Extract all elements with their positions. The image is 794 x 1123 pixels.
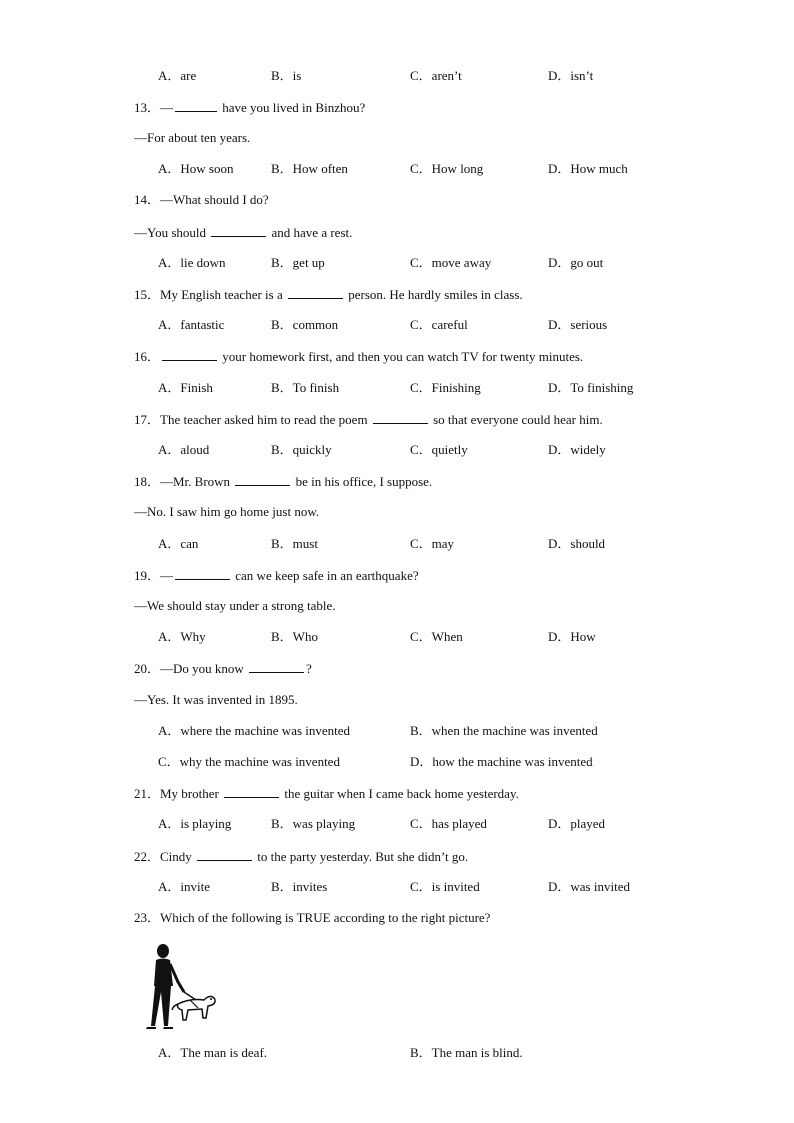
q21-option-a[interactable]: A．is playing [158,816,232,831]
q16-stem: 16． your homework first, and then you can watch TV for twenty minutes. [134,349,584,364]
q13-stem: 13．— have you lived in Binzhou? [134,100,366,115]
q20-answer-line: —Yes. It was invented in 1895. [134,692,298,707]
q14-blank [211,224,266,237]
q13-answer-line: —For about ten years. [134,130,251,145]
q19-blank [175,567,230,580]
q20-option-a[interactable]: A．where the machine was invented [158,723,351,738]
q17-option-c[interactable]: C．quietly [410,442,468,457]
q12-option-b[interactable]: B．is [271,68,302,83]
q22-option-c[interactable]: C．is invited [410,879,480,894]
q12-option-d[interactable]: D．isn’t [548,68,594,83]
q19-option-a[interactable]: A．Why [158,629,206,644]
q17-option-b[interactable]: B．quickly [271,442,332,457]
q16-option-c[interactable]: C．Finishing [410,380,481,395]
q17-option-d[interactable]: D．widely [548,442,606,457]
q15-option-d[interactable]: D．serious [548,317,608,332]
q19-option-c[interactable]: C．When [410,629,463,644]
q20-option-b[interactable]: B．when the machine was invented [410,723,598,738]
q14-option-b[interactable]: B．get up [271,255,325,270]
q21-option-d[interactable]: D．played [548,816,606,831]
q15-option-b[interactable]: B．common [271,317,339,332]
q22-stem: 22．Cindy to the party yesterday. But she didn’t go. [134,849,469,864]
q12-option-c[interactable]: C．aren’t [410,68,462,83]
q20-option-d[interactable]: D．how the machine was invented [410,754,593,769]
q23-stem: 23．Which of the following is TRUE according to the right picture? [134,910,491,925]
q19-answer-line: —We should stay under a strong table. [134,598,336,613]
q18-option-b[interactable]: B．must [271,536,318,551]
q16-blank [162,348,217,361]
q20-option-c[interactable]: C．why the machine was invented [158,754,340,769]
q18-option-a[interactable]: A．can [158,536,199,551]
q14-option-a[interactable]: A．lie down [158,255,226,270]
q13-option-b[interactable]: B．How often [271,161,348,176]
q15-stem: 15．My English teacher is a person. He hardly smiles in class. [134,287,523,302]
q23-option-a[interactable]: A．The man is deaf. [158,1045,268,1060]
q15-option-c[interactable]: C．careful [410,317,468,332]
man-with-guide-dog-picture [142,942,218,1030]
q22-option-d[interactable]: D．was invited [548,879,630,894]
q22-option-b[interactable]: B．invites [271,879,328,894]
q17-stem: 17．The teacher asked him to read the poem so that everyone could hear him. [134,412,603,427]
q14-response-line: —You should and have a rest. [134,225,353,240]
q18-answer-line: —No. I saw him go home just now. [134,504,320,519]
q20-stem: 20．—Do you know ? [134,661,312,676]
q16-option-a[interactable]: A．Finish [158,380,213,395]
q15-blank [288,286,343,299]
q14-stem: 14．—What should I do? [134,192,269,207]
q23-option-b[interactable]: B．The man is blind. [410,1045,523,1060]
q17-option-a[interactable]: A．aloud [158,442,210,457]
q16-option-b[interactable]: B．To finish [271,380,340,395]
q21-option-c[interactable]: C．has played [410,816,487,831]
q18-option-c[interactable]: C．may [410,536,455,551]
q19-stem: 19．— can we keep safe in an earthquake? [134,568,419,583]
q22-blank [197,848,252,861]
q13-option-d[interactable]: D．How much [548,161,628,176]
q14-option-d[interactable]: D．go out [548,255,604,270]
q13-option-c[interactable]: C．How long [410,161,484,176]
q15-option-a[interactable]: A．fantastic [158,317,225,332]
q21-stem: 21．My brother the guitar when I came back home yesterday. [134,786,519,801]
q18-stem: 18．—Mr. Brown be in his office, I suppose. [134,474,433,489]
q16-option-d[interactable]: D．To finishing [548,380,634,395]
q21-blank [224,785,279,798]
q12-option-a[interactable]: A．are [158,68,197,83]
q14-option-c[interactable]: C．move away [410,255,492,270]
q20-blank [249,660,304,673]
q19-option-b[interactable]: B．Who [271,629,318,644]
q17-blank [373,411,428,424]
q18-blank [235,473,290,486]
q18-option-d[interactable]: D．should [548,536,606,551]
q13-blank [175,99,217,112]
q19-option-d[interactable]: D．How [548,629,596,644]
q21-option-b[interactable]: B．was playing [271,816,356,831]
q22-option-a[interactable]: A．invite [158,879,210,894]
q13-option-a[interactable]: A．How soon [158,161,234,176]
